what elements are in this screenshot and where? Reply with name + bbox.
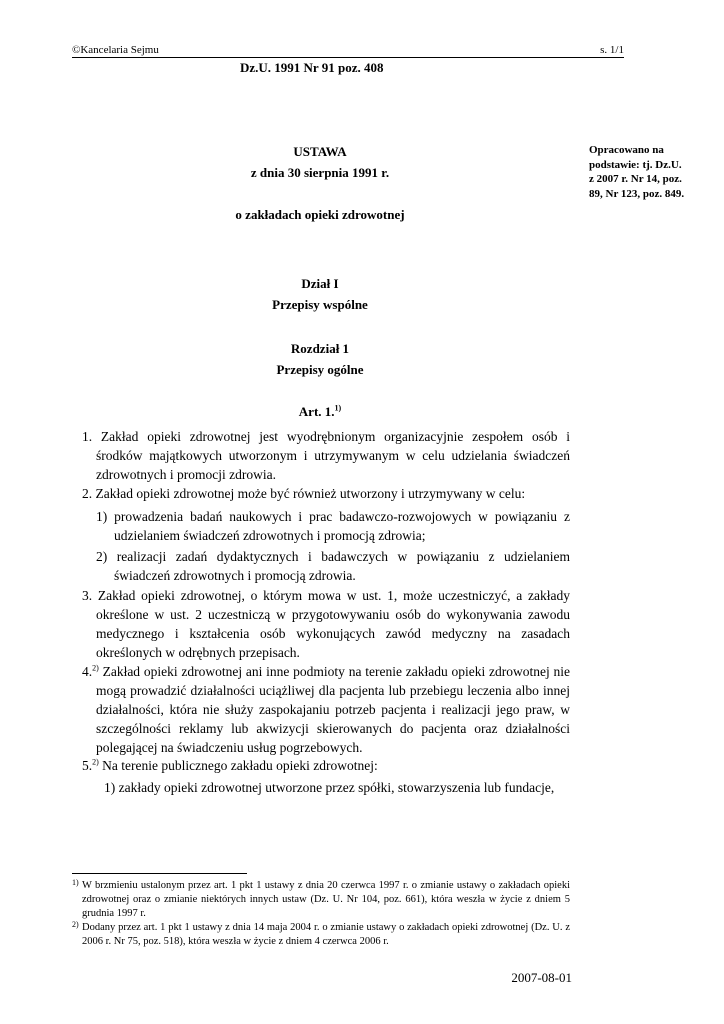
- footnote-rule: [72, 873, 247, 874]
- footnote-ref: 2): [92, 757, 99, 767]
- chapter-number: Rozdział 1: [290, 341, 350, 356]
- paragraph-1: 1. Zakład opieki zdrowotnej jest wyodrębnionym organizacyjnie zespołem osób i środków majątkowych utworzonym i utrzymywanym w celu udzielania świadczeń zdrowotnych i promocji zdrowia.: [82, 429, 570, 482]
- footnote-2: 2) Dodany przez art. 1 pkt 1 ustawy z dnia 14 maja 2004 r. o zmianie ustawy o zakładach opieki zdrowotnej (Dz. U. z 2006 r. Nr 75, poz. 518), która weszła w życie z dniem 4 czerwca 2006 r.: [72, 920, 570, 947]
- article-label: Art. 1.: [298, 404, 335, 419]
- publication-date: 2007-08-01: [511, 970, 572, 985]
- paragraph-4: [82, 662, 570, 757]
- article-heading: [72, 404, 568, 420]
- page-number: s. 1/1: [600, 44, 624, 56]
- paragraph-4-number: 4.: [82, 664, 93, 679]
- journal-reference: Dz.U. 1991 Nr 91 poz. 408: [240, 60, 384, 75]
- act-subject: o zakładach opieki zdrowotnej: [235, 207, 405, 222]
- paragraph-4-text: Zakład opieki zdrowotnej ani inne podmioty na terenie zakładu opieki zdrowotnej nie mogą prowadzić działalności uciążliwej dla pacjenta lub przebiegu leczenia albo innej działalności, która nie służy zaspokajaniu potrzeb pacjenta i realizacji jego praw, w szczególności reklamy lub akwizycji skierowanych do pacjenta oraz działalności polegającej na świadczeniu usług pogrzebowych.: [96, 664, 570, 755]
- chapter-title: Przepisy ogólne: [276, 362, 364, 377]
- footnote-ref: 1): [334, 403, 342, 413]
- consolidation-note: Opracowano na podstawie: tj. Dz.U. z 2007 r. Nr 14, poz. 89, Nr 123, poz. 849.: [589, 144, 685, 200]
- footnote-ref: 2): [92, 663, 99, 673]
- paragraph-5-point-1: 1) zakłady opieki zdrowotnej utworzone przez spółki, stowarzyszenia lub fundacje,: [104, 780, 555, 795]
- header-source: ©Kancelaria Sejmu: [72, 44, 159, 56]
- paragraph-5-text: Na terenie publicznego zakładu opieki zdrowotnej:: [98, 758, 378, 773]
- footnote-1-text: W brzmieniu ustalonym przez art. 1 pkt 1 ustawy z dnia 20 czerwca 1997 r. o zmianie ustawy o zakładach opieki zdrowotnej oraz o zmianie niektórych innych ustaw (Dz. U. Nr 104, poz. 661), która weszła w życie z dniem 5 grudnia 1997 r.: [82, 880, 570, 919]
- paragraph-5-number: 5.: [82, 758, 93, 773]
- division-title: Przepisy wspólne: [272, 297, 368, 312]
- paragraph-2: 2. Zakład opieki zdrowotnej może być również utworzony i utrzymywany w celu:: [82, 486, 526, 501]
- footnote-2-text: Dodany przez art. 1 pkt 1 ustawy z dnia 14 maja 2004 r. o zmianie ustawy o zakładach opieki zdrowotnej (Dz. U. z 2006 r. Nr 75, poz. 518), która weszła w życie z dniem 4 czerwca 2006 r.: [82, 922, 570, 947]
- footnote-1: 1) W brzmieniu ustalonym przez art. 1 pkt 1 ustawy z dnia 20 czerwca 1997 r. o zmianie ustawy o zakładach opieki zdrowotnej oraz o zmianie niektórych innych ustaw (Dz. U. Nr 104, poz. 661), która weszła w życie z dniem 5 grudnia 1997 r.: [72, 878, 570, 919]
- act-type: USTAWA: [293, 144, 347, 159]
- paragraph-2-point-1: 1) prowadzenia badań naukowych i prac badawczo-rozwojowych w powiązaniu z udzielaniem świadczeń zdrowotnych i promocją zdrowia;: [96, 509, 570, 543]
- paragraph-5: [82, 756, 570, 775]
- division-number: Dział I: [301, 276, 339, 291]
- paragraph-2-point-2: 2) realizacji zadań dydaktycznych i badawczych w powiązaniu z udzielaniem świadczeń zdrowotnych i promocją zdrowia.: [96, 549, 570, 583]
- header-rule: [72, 57, 624, 58]
- paragraph-3: 3. Zakład opieki zdrowotnej, o którym mowa w ust. 1, może uczestniczyć, a zakłady określone w ust. 2 uczestniczą w przygotowywaniu osób do wykonywania zawodu medycznego i kształcenia osób wykonujących zawód medyczny na zasadach określonych w odrębnych przepisach.: [82, 588, 570, 660]
- act-date: z dnia 30 sierpnia 1991 r.: [250, 165, 390, 180]
